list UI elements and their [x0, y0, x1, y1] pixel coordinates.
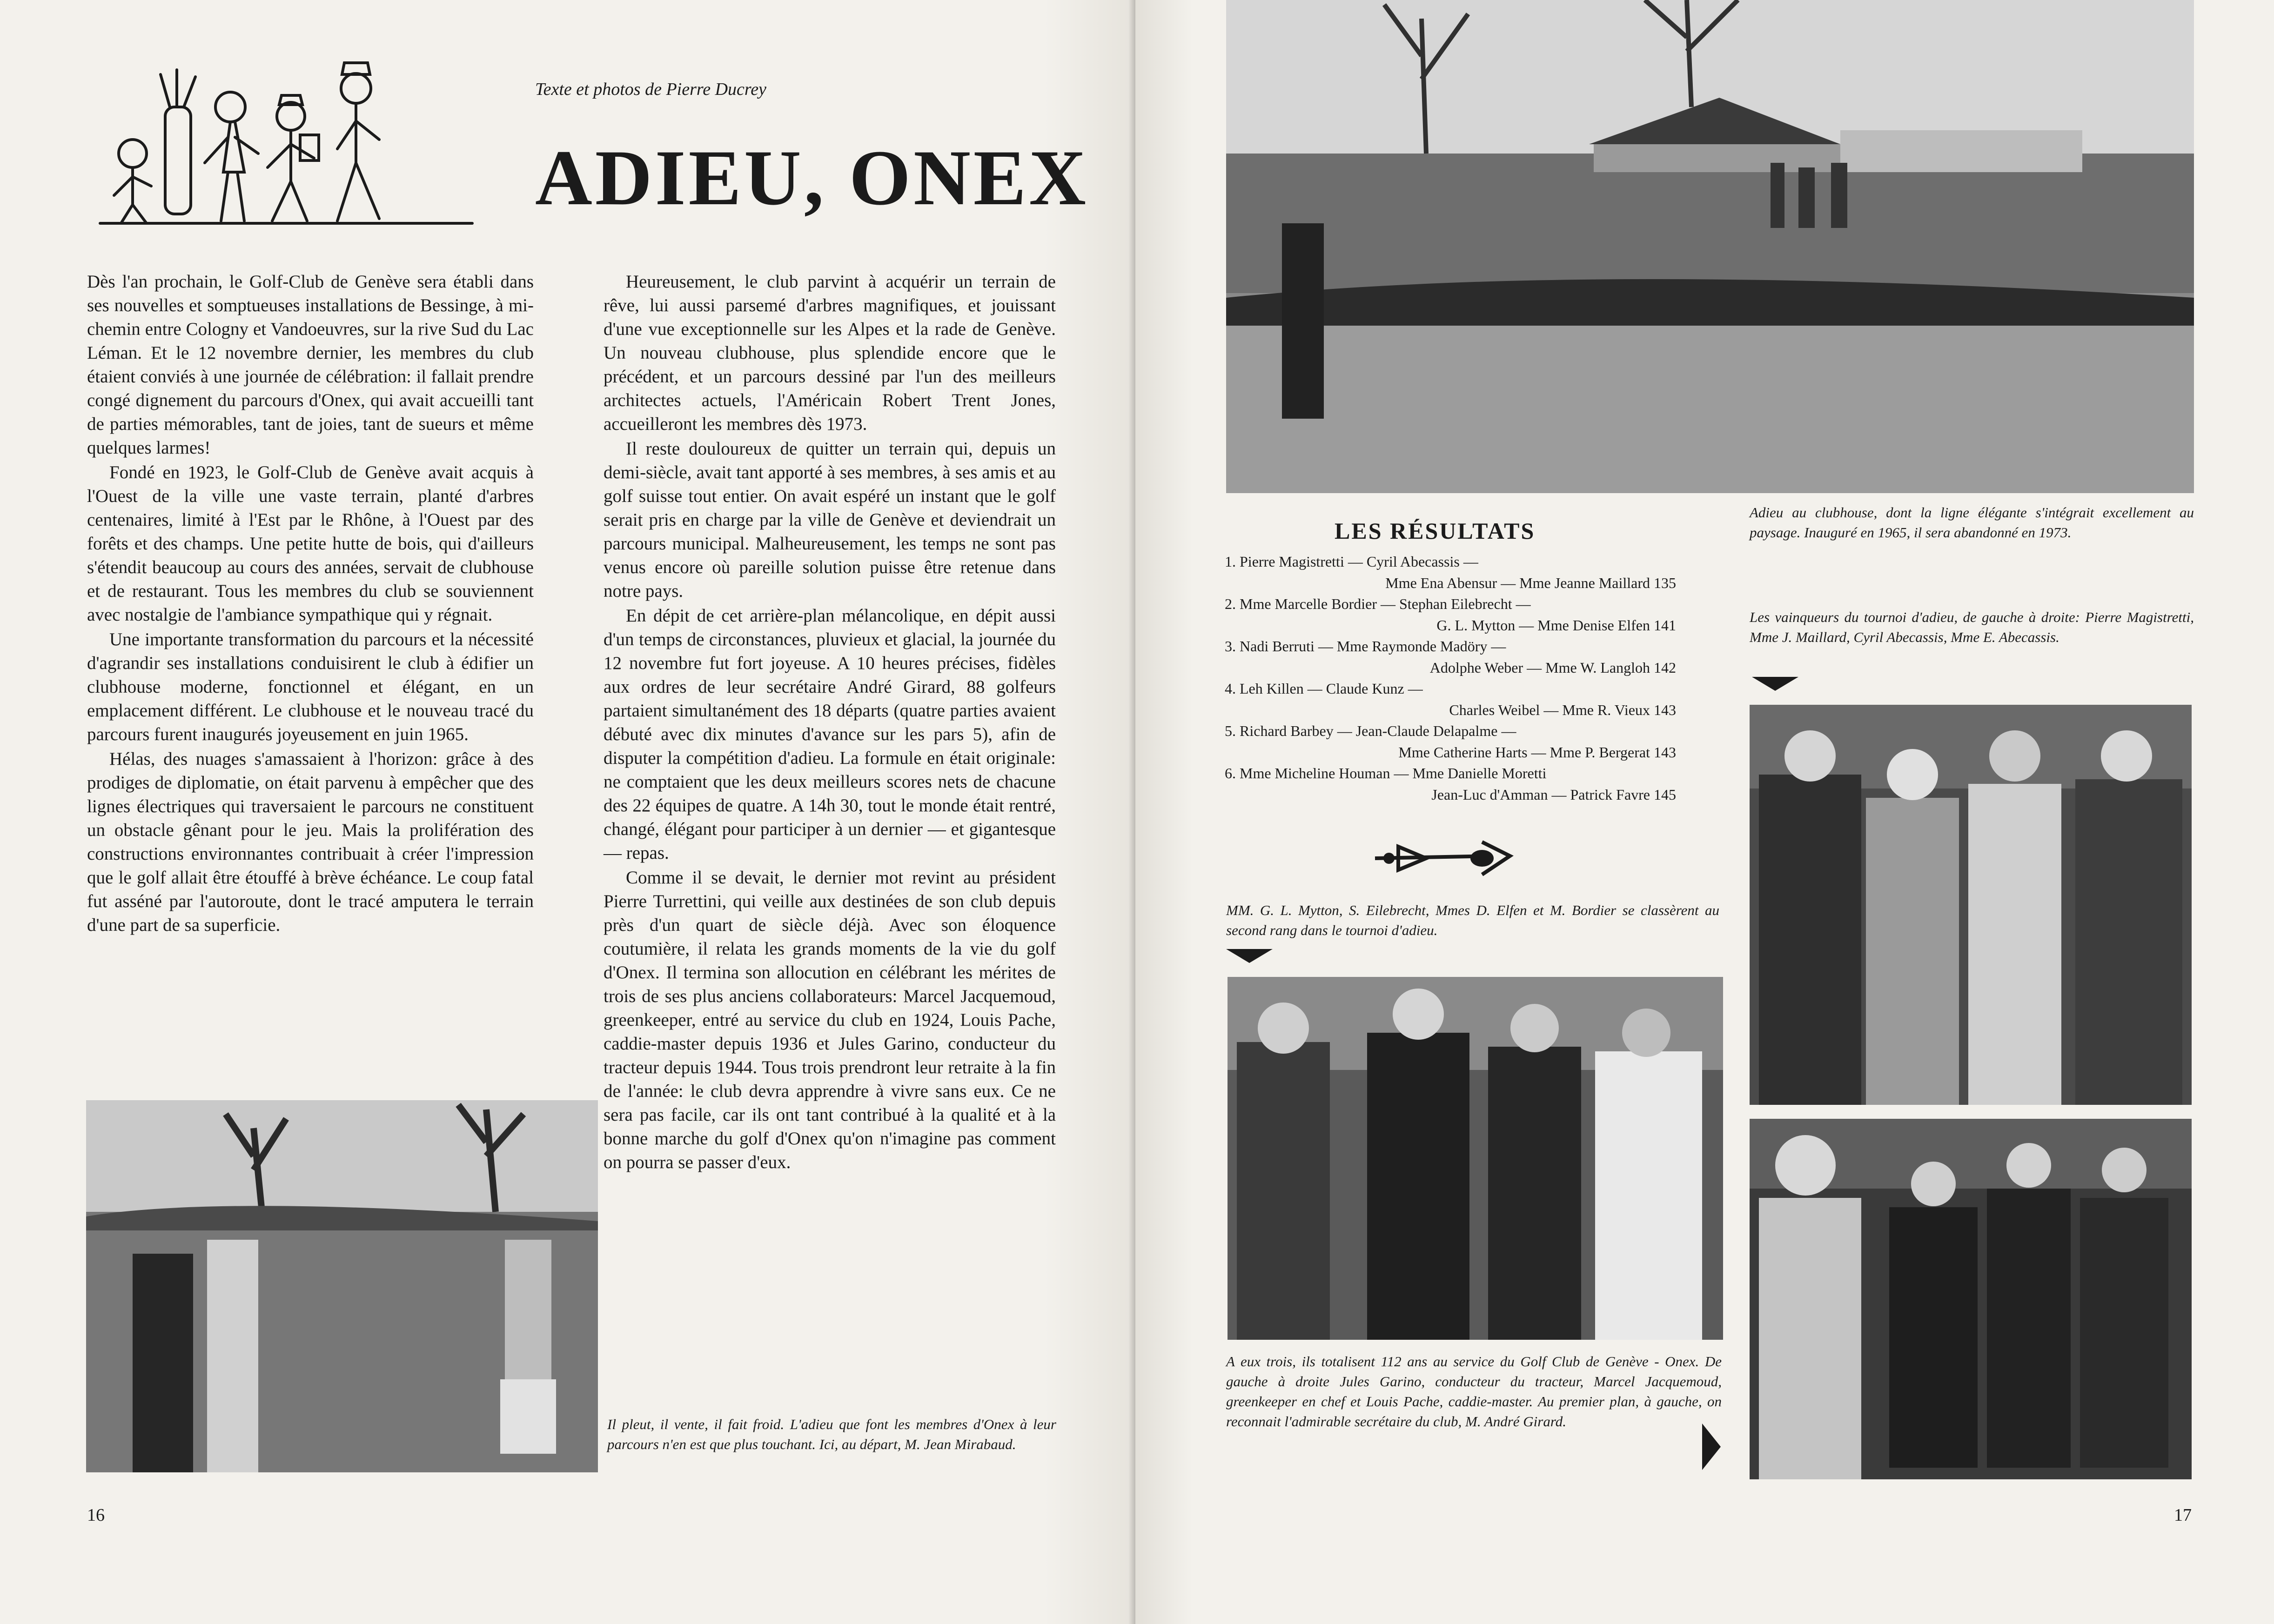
golfers-cartoon-illustration: [95, 56, 477, 233]
photo-credit: Texte et photos de Pierre Ducrey: [535, 80, 767, 99]
arrow-down-icon: [1752, 677, 1798, 691]
results-heading: LES RÉSULTATS: [1335, 518, 1536, 544]
results-list: [1225, 551, 1676, 805]
paragraph: Comme il se devait, le dernier mot revint au président Pierre Turrettini, qui veille aux destinées de son club depuis près d'un quart de siècle déjà. Avec son éloquence coutumière, il relata les grands moments de la vie du golf d'Onex. Il termina son allocution en célébrant les mérites de trois de ses plus anciens collaborateurs: Marcel Jacquemoud, greenkeeper, entré au service du club en 1924, Louis Pache, caddie-master depuis 1936 et Jules Garino, conducteur du tracteur depuis 1944. Tous trois prendront leur retraite à la fin de l'année: le club devra apprendre à vivre sans eux. Ce ne sera pas facile, car ils ont tant contribué à la qualité et à la bonne marche du golf d'Onex qu'on n'imagine pas comment on pourra se passer d'eux.: [604, 868, 1056, 1172]
result-entry: 6. Mme Micheline Houman — Mme Danielle Moretti Jean-Luc d'Amman — Patrick Favre 145: [1225, 765, 1676, 803]
page-number: 17: [2174, 1505, 2192, 1525]
paragraph: En dépit de cet arrière-plan mélancolique, en dépit aussi d'un temps de circonstances, pluvieux et glacial, la journée du 12 novembre fut fort joyeuse. A 10 heures précises, fidèles aux ordres de leur secrétaire André Girard, 88 golfeurs partaient simultanément des 18 départs (quatre parties avaient débuté avec dix minutes d'avance sur les pars 5), afin de disputer la compétition d'adieu. La formule en était originale: ne comptaient que les deux meilleurs scores nets de chacune des 22 équipes de quatre. A 14h 30, tout le monde était rentré, changé, élégant pour participer à un dernier — et gigantesque — repas.: [604, 606, 1056, 863]
paragraph: Il reste douloureux de quitter un terrain qui, depuis un demi-siècle, avait tant apporté à ses membres, à ses amis et au golf suisse tout entier. On avait espéré un instant que le golf serait pris en charge par la ville de Genève et deviendrait un parcours municipal. Malheureusement, les temps ne sont pas venus encore où pareille solution puisse être retenue dans notre pays.: [604, 439, 1056, 601]
paragraph: Dès l'an prochain, le Golf-Club de Genève sera établi dans ses nouvelles et somptueuses installations de Bessinge, à mi-chemin entre Cologny et Vandoeuvres, sur la rive Sud du Lac Léman. Et le 12 novembre dernier, les membres du club étaient conviés à une journée de célébration: il fallait prendre congé dignement du parcours d'Onex, qui avait accueilli tant de parties mémorables, tant de joies, tant de sueurs et même quelques larmes!: [87, 272, 534, 458]
paragraph: Une importante transformation du parcours et la nécessité d'agrandir ses installations conduisirent le club à édifier un clubhouse moderne, fonctionnel et élégant, en un emplacement différent. Le clubhouse et le nouveau tracé du parcours furent inaugurés joyeusement en juin 1965.: [87, 629, 534, 744]
result-entry: 5. Richard Barbey — Jean-Claude Delapalme — Mme Catherine Harts — Mme P. Bergerat 143: [1225, 722, 1676, 761]
page-number: 16: [87, 1505, 105, 1525]
article-column-1: [87, 270, 534, 938]
second-place-team-photo: [1228, 977, 1723, 1340]
result-entry: 1. Pierre Magistretti — Cyril Abecassis — Mme Ena Abensur — Mme Jeanne Maillard 135: [1225, 553, 1676, 591]
result-entry: 3. Nadi Berruti — Mme Raymonde Madöry — Adolphe Weber — Mme W. Langloh 142: [1225, 638, 1676, 676]
clubhouse-caption: Adieu au clubhouse, dont la ligne élégante s'intégrait excellement au paysage. Inauguré en 1965, il sera abandonné en 1973.: [1750, 504, 2194, 541]
left-page: [0, 0, 1135, 1624]
paragraph: Heureusement, le club parvint à acquérir un terrain de rêve, lui aussi parsemé d'arbres magnifiques, et jouissant d'une vue exceptionnelle sur les Alpes et la rade de Genève. Un nouveau clubhouse, plus splendide encore que le précédent, et un parcours dessiné par l'un des meilleurs architectes actuels, l'Américain Robert Trent Jones, accueilleront les membres dès 1973.: [604, 272, 1056, 434]
clubhouse-photo: [1226, 0, 2194, 493]
winners-caption: Les vainqueurs du tournoi d'adieu, de gauche à droite: Pierre Magistretti, Mme J. Maillard, Cyril Abecassis, Mme E. Abecassis.: [1750, 609, 2194, 645]
result-entry: 4. Leh Killen — Claude Kunz — Charles Weibel — Mme R. Vieux 143: [1225, 680, 1676, 718]
staff-photo: [1750, 1119, 2192, 1479]
article-column-2: [604, 270, 1056, 1175]
golfer-teeing-off-photo: [86, 1100, 598, 1472]
arrow-down-icon: [1226, 949, 1273, 963]
golfer-photo-caption: Il pleut, il vente, il fait froid. L'adieu que font les membres d'Onex à leur parcours n'en est que plus touchant. Ici, au départ, M. Jean Mirabaud.: [607, 1416, 1056, 1452]
second-place-caption: MM. G. L. Mytton, S. Eilebrecht, Mmes D. Elfen et M. Bordier se classèrent au second rang dans le tournoi d'adieu.: [1226, 902, 1719, 938]
arrow-right-icon: [1702, 1424, 1721, 1470]
golf-clubs-ornament-icon: [1370, 833, 1515, 884]
paragraph: Hélas, des nuages s'amassaient à l'horizon: grâce à des prodiges de diplomatie, on était parvenu à empêcher que des lignes électriques qui traversaient le parcours ne constituent un obstacle gênant pour le jeu. Mais la prolifération des constructions environnantes contribuait à créer l'impression que le golf allait être étouffé à brève échéance. Le coup fatal fut asséné par l'autoroute, dont le tracé amputera le terrain d'une part de sa superficie.: [87, 749, 534, 935]
right-page: [1135, 0, 2274, 1624]
article-title: ADIEU, ONEX: [535, 134, 1089, 221]
paragraph: Fondé en 1923, le Golf-Club de Genève avait acquis à l'Ouest de la ville une vaste terrain, planté d'arbres centenaires, limité à l'Est par le Rhône, à l'Ouest par des forêts et des champs. Une petite hutte de bois, qui d'ailleurs s'étendit beaucoup au cours des années, servait de clubhouse et de restaurant. Tous les membres du club se souviennent avec nostalgie de l'ambiance sympathique qui y régnait.: [87, 462, 534, 625]
result-entry: 2. Mme Marcelle Bordier — Stephan Eilebrecht — G. L. Mytton — Mme Denise Elfen 141: [1225, 595, 1676, 634]
winners-photo: [1750, 705, 2192, 1105]
staff-caption: A eux trois, ils totalisent 112 ans au service du Golf Club de Genève - Onex. De gauche à droite Jules Garino, conducteur du tracteur, Marcel Jacquemoud, greenkeeper en chef et Louis Pache, caddie-master. Au premier plan, à gauche, on reconnait l'admirable secrétaire du club, M. André Girard.: [1226, 1353, 1722, 1430]
